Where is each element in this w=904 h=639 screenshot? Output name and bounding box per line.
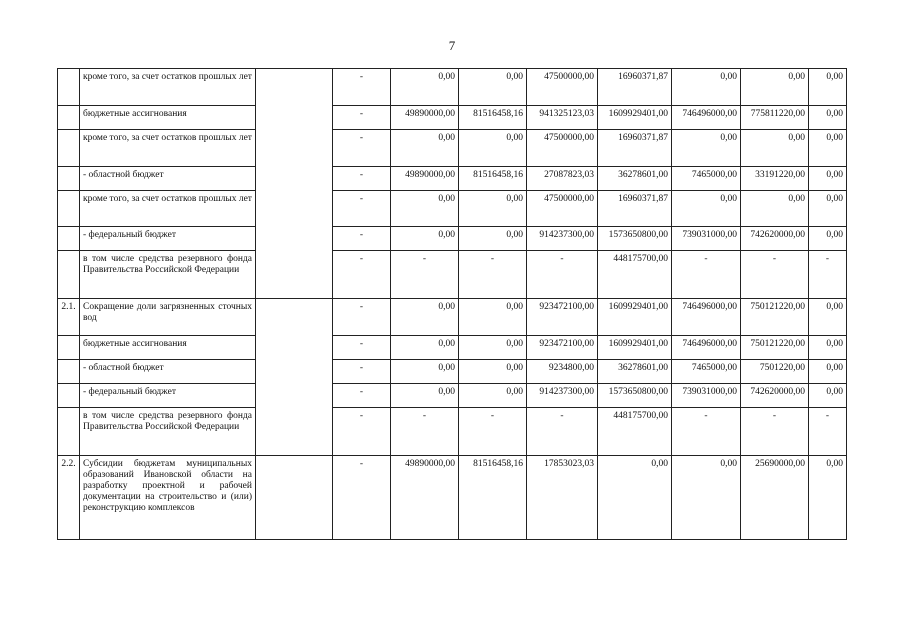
row-mark: - bbox=[333, 384, 391, 408]
row-mark: - bbox=[333, 408, 391, 456]
row-mark: - bbox=[333, 360, 391, 384]
amount-col-2: 0,00 bbox=[459, 227, 527, 251]
table-row bbox=[58, 299, 847, 336]
amount-col-5: 746496000,00 bbox=[672, 336, 741, 360]
amount-col-5: - bbox=[672, 251, 741, 299]
amount-col-2: 0,00 bbox=[459, 191, 527, 227]
merged-empty-cell bbox=[256, 299, 333, 456]
amount-col-7: 0,00 bbox=[809, 69, 847, 106]
amount-col-5: 0,00 bbox=[672, 456, 741, 540]
amount-col-4: 36278601,00 bbox=[598, 167, 672, 191]
amount-col-6: 0,00 bbox=[741, 191, 809, 227]
amount-col-6: - bbox=[741, 251, 809, 299]
amount-col-7: 0,00 bbox=[809, 299, 847, 336]
merged-empty-cell bbox=[256, 69, 333, 299]
row-index bbox=[58, 336, 80, 360]
amount-col-7: 0,00 bbox=[809, 191, 847, 227]
amount-col-7: - bbox=[809, 251, 847, 299]
amount-col-6: - bbox=[741, 408, 809, 456]
row-description: - областной бюджет bbox=[80, 360, 256, 384]
amount-col-5: 0,00 bbox=[672, 130, 741, 167]
amount-col-6: 750121220,00 bbox=[741, 299, 809, 336]
amount-col-4: 36278601,00 bbox=[598, 360, 672, 384]
amount-col-4: 1609929401,00 bbox=[598, 299, 672, 336]
amount-col-6: 750121220,00 bbox=[741, 336, 809, 360]
row-mark: - bbox=[333, 130, 391, 167]
amount-col-6: 742620000,00 bbox=[741, 227, 809, 251]
amount-col-5: 746496000,00 bbox=[672, 299, 741, 336]
amount-col-7: 0,00 bbox=[809, 360, 847, 384]
amount-col-3: - bbox=[527, 251, 598, 299]
row-mark: - bbox=[333, 191, 391, 227]
amount-col-2: 81516458,16 bbox=[459, 167, 527, 191]
row-mark: - bbox=[333, 227, 391, 251]
amount-col-5: 746496000,00 bbox=[672, 106, 741, 130]
table-row bbox=[58, 336, 847, 360]
amount-col-2: 0,00 bbox=[459, 336, 527, 360]
amount-col-1: 0,00 bbox=[391, 384, 459, 408]
amount-col-4: 0,00 bbox=[598, 456, 672, 540]
row-index bbox=[58, 69, 80, 106]
amount-col-2: 0,00 bbox=[459, 360, 527, 384]
row-description: - областной бюджет bbox=[80, 167, 256, 191]
row-index: 2.1. bbox=[58, 299, 80, 336]
amount-col-7: 0,00 bbox=[809, 130, 847, 167]
table-row bbox=[58, 227, 847, 251]
amount-col-1: - bbox=[391, 408, 459, 456]
amount-col-1: 49890000,00 bbox=[391, 106, 459, 130]
row-description: кроме того, за счет остатков прошлых лет bbox=[80, 69, 256, 106]
amount-col-1: 0,00 bbox=[391, 227, 459, 251]
amount-col-3: 923472100,00 bbox=[527, 336, 598, 360]
table-row bbox=[58, 251, 847, 299]
amount-col-3: 47500000,00 bbox=[527, 191, 598, 227]
amount-col-3: 47500000,00 bbox=[527, 69, 598, 106]
amount-col-1: 49890000,00 bbox=[391, 456, 459, 540]
amount-col-6: 742620000,00 bbox=[741, 384, 809, 408]
budget-table bbox=[57, 68, 847, 540]
amount-col-3: 47500000,00 bbox=[527, 130, 598, 167]
amount-col-1: 0,00 bbox=[391, 191, 459, 227]
amount-col-3: 9234800,00 bbox=[527, 360, 598, 384]
amount-col-7: 0,00 bbox=[809, 227, 847, 251]
row-index bbox=[58, 384, 80, 408]
amount-col-2: 81516458,16 bbox=[459, 456, 527, 540]
row-mark: - bbox=[333, 251, 391, 299]
merged-empty-cell bbox=[256, 456, 333, 540]
row-description: бюджетные ассигнования bbox=[80, 336, 256, 360]
amount-col-2: 81516458,16 bbox=[459, 106, 527, 130]
row-index bbox=[58, 191, 80, 227]
amount-col-5: - bbox=[672, 408, 741, 456]
table-row bbox=[58, 360, 847, 384]
row-description: бюджетные ассигнования bbox=[80, 106, 256, 130]
table-row bbox=[58, 167, 847, 191]
amount-col-2: - bbox=[459, 251, 527, 299]
amount-col-6: 7501220,00 bbox=[741, 360, 809, 384]
amount-col-5: 0,00 bbox=[672, 69, 741, 106]
amount-col-3: 914237300,00 bbox=[527, 227, 598, 251]
row-description: кроме того, за счет остатков прошлых лет bbox=[80, 130, 256, 167]
amount-col-1: 0,00 bbox=[391, 299, 459, 336]
amount-col-5: 739031000,00 bbox=[672, 384, 741, 408]
amount-col-6: 0,00 bbox=[741, 69, 809, 106]
amount-col-3: 914237300,00 bbox=[527, 384, 598, 408]
amount-col-4: 1609929401,00 bbox=[598, 106, 672, 130]
table-row bbox=[58, 130, 847, 167]
amount-col-1: 0,00 bbox=[391, 360, 459, 384]
amount-col-7: 0,00 bbox=[809, 336, 847, 360]
amount-col-2: 0,00 bbox=[459, 299, 527, 336]
row-mark: - bbox=[333, 456, 391, 540]
amount-col-7: 0,00 bbox=[809, 167, 847, 191]
row-index bbox=[58, 227, 80, 251]
table-row bbox=[58, 384, 847, 408]
page-number: 7 bbox=[448, 38, 456, 53]
row-description: в том числе средства резервного фонда Правительства Российской Федерации bbox=[80, 408, 256, 456]
table-row bbox=[58, 106, 847, 130]
row-description: Субсидии бюджетам муниципальных образований Ивановской области на разработку проектной и рабочей документации на строительство и (или) реконструкцию комплексов bbox=[80, 456, 256, 540]
amount-col-5: 7465000,00 bbox=[672, 360, 741, 384]
amount-col-6: 25690000,00 bbox=[741, 456, 809, 540]
row-mark: - bbox=[333, 106, 391, 130]
row-description: - федеральный бюджет bbox=[80, 227, 256, 251]
table-body bbox=[58, 69, 847, 540]
row-description: в том числе средства резервного фонда Правительства Российской Федерации bbox=[80, 251, 256, 299]
row-mark: - bbox=[333, 299, 391, 336]
amount-col-7: 0,00 bbox=[809, 456, 847, 540]
row-description: Сокращение доли загрязненных сточных вод bbox=[80, 299, 256, 336]
amount-col-5: 0,00 bbox=[672, 191, 741, 227]
amount-col-3: - bbox=[527, 408, 598, 456]
amount-col-3: 941325123,03 bbox=[527, 106, 598, 130]
amount-col-6: 33191220,00 bbox=[741, 167, 809, 191]
row-index bbox=[58, 251, 80, 299]
table-row bbox=[58, 456, 847, 540]
row-description: кроме того, за счет остатков прошлых лет bbox=[80, 191, 256, 227]
amount-col-7: - bbox=[809, 408, 847, 456]
amount-col-2: 0,00 bbox=[459, 130, 527, 167]
amount-col-4: 16960371,87 bbox=[598, 191, 672, 227]
amount-col-4: 448175700,00 bbox=[598, 251, 672, 299]
row-index bbox=[58, 360, 80, 384]
row-index: 2.2. bbox=[58, 456, 80, 540]
amount-col-2: - bbox=[459, 408, 527, 456]
amount-col-4: 1573650800,00 bbox=[598, 227, 672, 251]
amount-col-6: 0,00 bbox=[741, 130, 809, 167]
amount-col-4: 16960371,87 bbox=[598, 130, 672, 167]
row-mark: - bbox=[333, 336, 391, 360]
amount-col-1: - bbox=[391, 251, 459, 299]
row-mark: - bbox=[333, 167, 391, 191]
row-mark: - bbox=[333, 69, 391, 106]
amount-col-4: 1573650800,00 bbox=[598, 384, 672, 408]
amount-col-6: 775811220,00 bbox=[741, 106, 809, 130]
amount-col-7: 0,00 bbox=[809, 106, 847, 130]
row-index bbox=[58, 167, 80, 191]
amount-col-5: 7465000,00 bbox=[672, 167, 741, 191]
row-description: - федеральный бюджет bbox=[80, 384, 256, 408]
amount-col-1: 0,00 bbox=[391, 69, 459, 106]
amount-col-1: 0,00 bbox=[391, 130, 459, 167]
row-index bbox=[58, 408, 80, 456]
amount-col-3: 27087823,03 bbox=[527, 167, 598, 191]
amount-col-1: 0,00 bbox=[391, 336, 459, 360]
amount-col-2: 0,00 bbox=[459, 69, 527, 106]
amount-col-1: 49890000,00 bbox=[391, 167, 459, 191]
row-index bbox=[58, 130, 80, 167]
row-index bbox=[58, 106, 80, 130]
amount-col-4: 1609929401,00 bbox=[598, 336, 672, 360]
amount-col-4: 16960371,87 bbox=[598, 69, 672, 106]
amount-col-4: 448175700,00 bbox=[598, 408, 672, 456]
amount-col-5: 739031000,00 bbox=[672, 227, 741, 251]
amount-col-7: 0,00 bbox=[809, 384, 847, 408]
amount-col-2: 0,00 bbox=[459, 384, 527, 408]
table-row bbox=[58, 408, 847, 456]
amount-col-3: 923472100,00 bbox=[527, 299, 598, 336]
table-row bbox=[58, 69, 847, 106]
amount-col-3: 17853023,03 bbox=[527, 456, 598, 540]
table-row bbox=[58, 191, 847, 227]
